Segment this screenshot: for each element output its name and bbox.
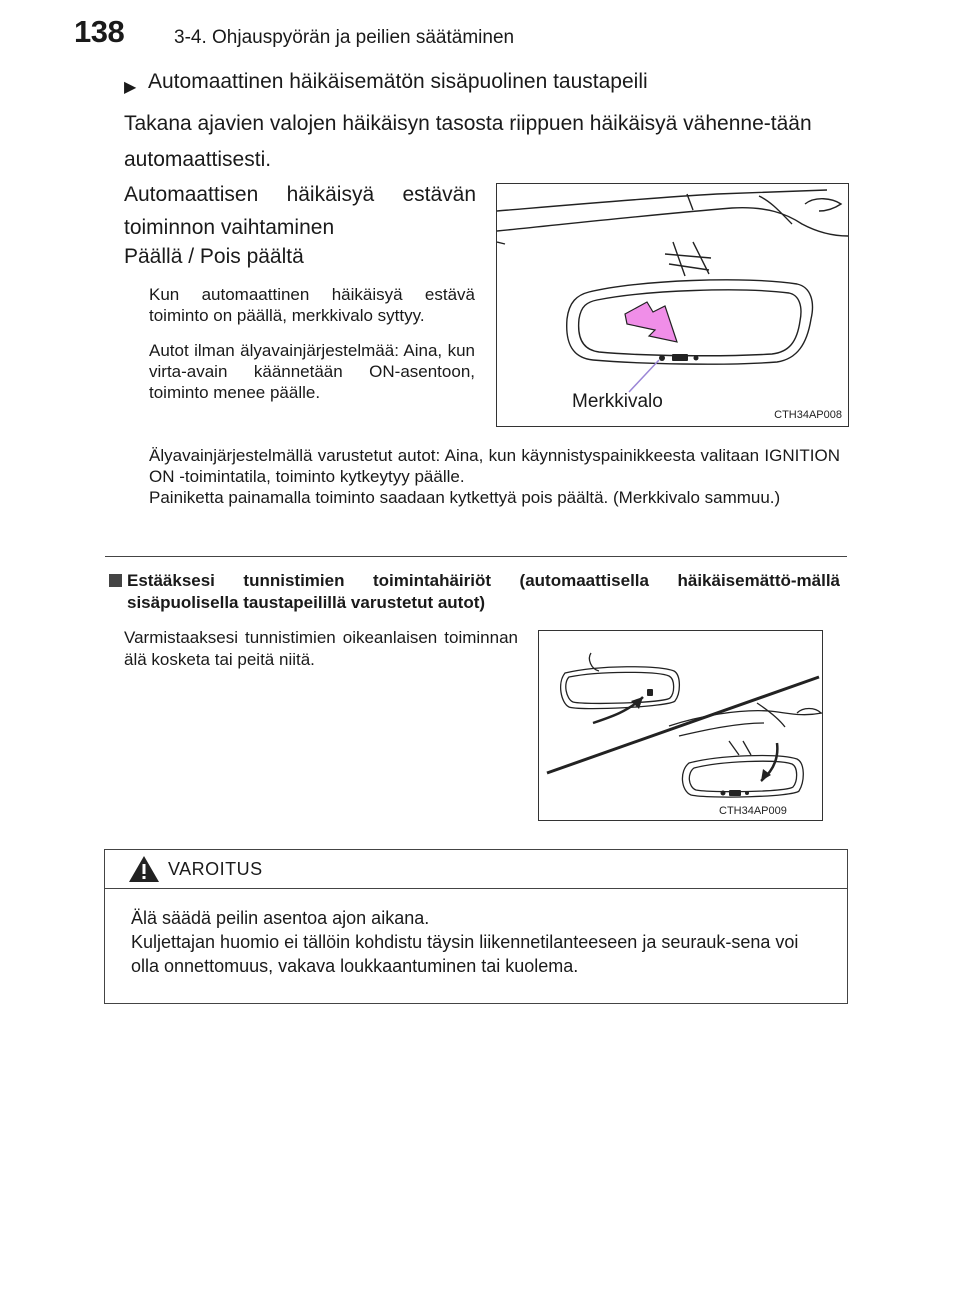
warning-line-1: Älä säädä peilin asentoa ajon aikana. [131,908,430,928]
bullet-arrow-icon: ▶ [124,79,137,96]
indicator-callout-label: Merkkivalo [572,391,663,412]
highlight-arrow-icon [625,302,677,342]
warning-header [105,850,847,889]
mirror-figure [496,183,849,427]
mirror-illustration [497,184,848,426]
section-square-icon [109,574,122,587]
warning-label: VAROITUS [168,859,263,879]
intro-paragraph: Takana ajavien valojen häikäisyn tasosta riippuen häikäisyä vähenne-tään automaattisesti. [124,112,812,171]
sensor-figure [538,630,823,821]
note-indicator: Kun automaattinen häikäisyä estävä toiminto on päällä, merkkivalo syttyy. [149,285,475,325]
note-smart-key-a: Älyavainjärjestelmällä varustetut autot: Aina, kun käynnistyspainikkeesta valitaan IGNITION ON -toimintatila, toiminto kytkeytyy päälle. [149,446,840,486]
section-header: 3-4. Ohjauspyörän ja peilien säätäminen [174,27,515,48]
figure-code: CTH34AP008 [774,409,842,421]
warning-text [131,906,831,978]
note-smart-key [149,445,840,508]
section-divider [105,556,847,557]
section2-body: Varmistaaksesi tunnistimien oikeanlaisen toiminnan älä kosketa tai peitä niitä. [124,628,518,669]
subsection-title: Automaattisen häikäisyä estävän toiminnon vaihtaminen [124,183,476,239]
section2-heading: Estääksesi tunnistimien toimintahäiriöt (automaattisella häikäisemättö-mällä sisäpuolisella taustapeilillä varustetut autot) [127,571,840,612]
note-smart-key-b: Painiketta painamalla toiminto saadaan kytkettyä pois päältä. (Merkkivalo sammuu.) [149,488,781,507]
warning-line-2: Kuljettajan huomio ei tällöin kohdistu täysin liikennetilanteeseen ja seurauk-sena voi olla onnettomuus, vakava loukkaantuminen tai kuolema. [131,932,799,976]
warning-triangle-icon [127,854,161,884]
sensor-illustration [539,631,822,820]
page-number: 138 [74,14,125,49]
figure-code: CTH34AP009 [719,805,787,817]
note-no-smart-key: Autot ilman älyavainjärjestelmää: Aina, kun virta-avain käännetään ON-asentoon, toiminto menee päälle. [149,341,475,402]
topic-heading: Automaattinen häikäisemätön sisäpuolinen taustapeili [148,70,648,93]
on-off-label: Päällä / Pois päältä [124,245,304,268]
warning-box [104,849,848,1004]
